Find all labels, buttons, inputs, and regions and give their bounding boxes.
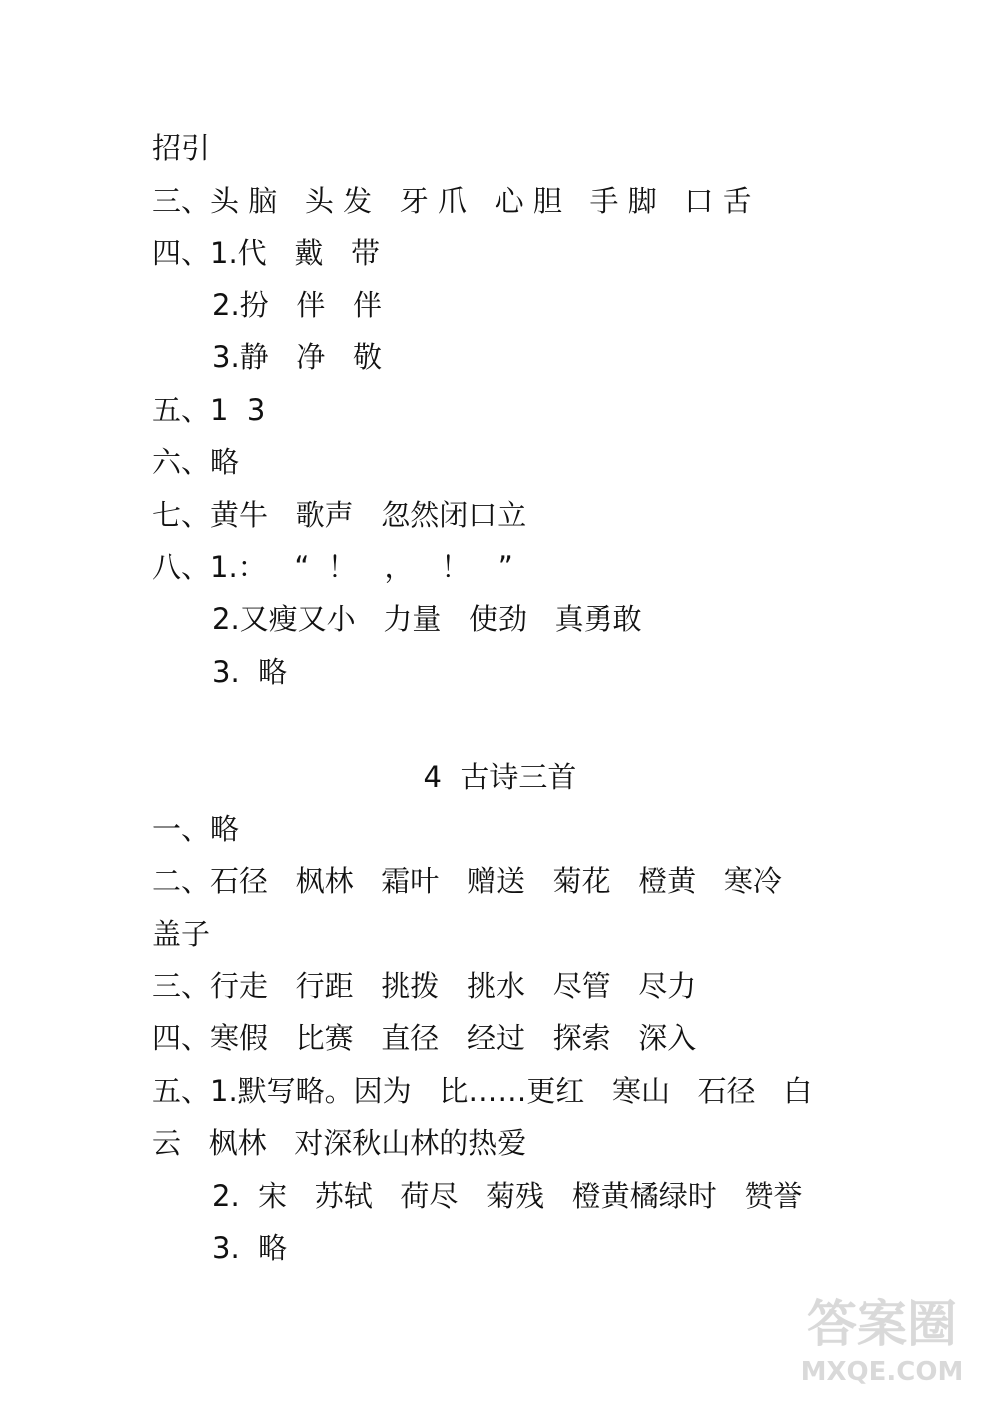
watermark-text: 答案圈 <box>807 1295 957 1353</box>
text-line: 四、寒假 比赛 直径 经过 探索 深入 <box>152 1021 697 1055</box>
text-line: 五、1.默写略。因为 比……更红 寒山 石径 白 <box>152 1074 813 1108</box>
text-line: 3. 略 <box>212 655 288 689</box>
text-line: 五、1 3 <box>152 393 266 427</box>
text-line: 2. 宋 苏轼 荷尽 菊残 橙黄橘绿时 赞誉 <box>212 1179 803 1213</box>
text-line: 2.扮 伴 伴 <box>212 288 382 322</box>
text-line: 3. 略 <box>212 1231 288 1265</box>
text-line: 四、1.代 戴 带 <box>152 236 380 270</box>
text-line: 七、黄牛 歌声 忽然闭口立 <box>152 498 527 532</box>
text-line: 八、1.： “ ！ ， ！ ” <box>152 550 513 584</box>
text-line: 三、头 脑 头 发 牙 爪 心 胆 手 脚 口 舌 <box>152 184 752 218</box>
text-line: 二、石径 枫林 霜叶 赠送 菊花 橙黄 寒冷 <box>152 864 782 898</box>
text-line: 盖子 <box>152 917 211 951</box>
text-line: 招引 <box>152 131 211 165</box>
text-line: 2.又瘦又小 力量 使劲 真勇敢 <box>212 602 642 636</box>
watermark-logo <box>782 1294 982 1394</box>
text-line: 三、行走 行距 挑拨 挑水 尽管 尽力 <box>152 969 697 1003</box>
text-line: 3.静 净 敬 <box>212 340 382 374</box>
section-title: 4 古诗三首 <box>423 760 577 794</box>
watermark-url: MXQE.COM <box>800 1357 964 1387</box>
text-line: 六、略 <box>152 445 240 479</box>
text-line: 云 枫林 对深秋山林的热爱 <box>152 1126 527 1160</box>
text-line: 一、略 <box>152 812 240 846</box>
